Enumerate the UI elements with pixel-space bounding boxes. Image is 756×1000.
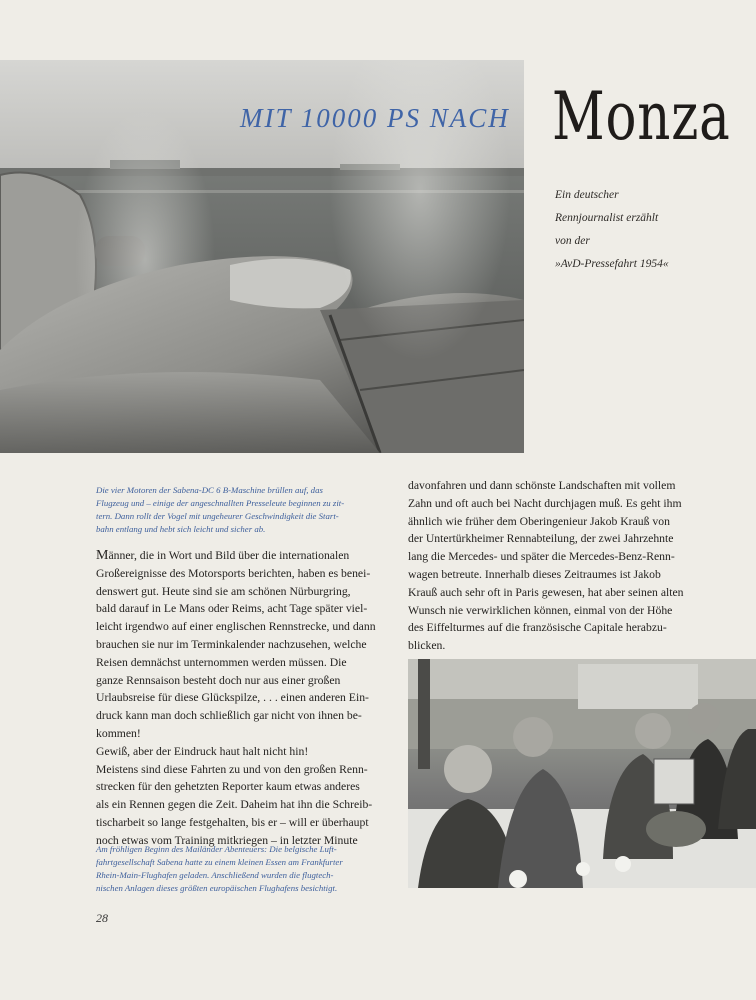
caption-line: Am fröhligen Beginn des Mailänder Abenteuers: Die belgische Luft-	[96, 844, 337, 854]
body-line: kommen!	[96, 726, 141, 740]
body-line: der Untertürkheimer Rennabteilung, der zwei Jahrzehnte	[408, 532, 674, 546]
press-dinner-illustration	[408, 659, 756, 888]
press-dinner-photo	[408, 659, 756, 888]
page-number: 28	[96, 911, 108, 925]
subtitle-line: von der	[555, 235, 590, 247]
body-line: denswert gut. Heute sind sie am schönen Nürburgring,	[96, 584, 351, 598]
body-line: brauchen sie nur im Terminkalender nachzusehen, welche	[96, 637, 367, 651]
caption-line: bahn entlang und hebt sich leicht und sicher ab.	[96, 524, 266, 534]
caption-line: tern. Dann rollt der Vogel mit ungeheurer Geschwindigkeit die Start-	[96, 511, 339, 521]
caption-line: Die vier Motoren der Sabena-DC 6 B-Maschine brüllen auf, das	[96, 485, 323, 495]
caption-line: Rhein-Main-Flughafen geladen. Anschließend wurden die flugtech-	[96, 870, 334, 880]
title-main: Monza	[552, 78, 731, 155]
body-column-left	[96, 547, 392, 850]
body-line: tischarbeit so lange festgehalten, bis er – will er überhaupt	[96, 815, 369, 829]
caption-line: Flugzeug und – einige der angeschnallten Presseleute beginnen zu zit-	[96, 498, 345, 508]
body-line: wagen betreute. Innerhalb dieses Zeitraumes ist Jakob	[408, 567, 661, 581]
subtitle-line: »AvD-Pressefahrt 1954«	[555, 258, 669, 270]
subtitle-line: Rennjournalist erzählt	[555, 212, 659, 224]
body-line: davonfahren und dann schönste Landschaften mit vollem	[408, 479, 676, 492]
caption-line: nischen Anlagen dieses größten europäischen Flughafens besichtigt.	[96, 883, 338, 893]
body-line: druck kann man doch schließlich gar nicht von ihnen be-	[96, 709, 362, 723]
body-line: Männer, die in Wort und Bild über die internationalen	[96, 548, 350, 563]
body-line: des Eiffelturmes auf die französische Capitale herabzu-	[408, 621, 667, 635]
body-line: Krauß auch sehr oft in Paris gewesen, hat aber seinen alten	[408, 585, 684, 599]
body-line: leicht irgendwo auf einer englischen Rennstrecke, und dann	[96, 620, 376, 634]
body-line: Zahn und oft auch bei Nacht durchjagen muß. Es geht ihm	[408, 496, 682, 510]
title-lead: MIT 10000 PS NACH	[240, 103, 510, 133]
body-line: ganze Rennsaison besteht doch nur aus einer großen	[96, 673, 341, 687]
body-column-right	[408, 477, 748, 655]
caption-bottom	[96, 843, 390, 895]
body-line: lang die Mercedes- und später die Mercedes-Benz-Renn-	[408, 550, 675, 564]
body-line: bald darauf in Le Mans oder Reims, acht Tage später viel-	[96, 602, 368, 616]
body-line: Gewiß, aber der Eindruck haut halt nicht hin!	[96, 744, 309, 758]
subtitle-line: Ein deutscher	[555, 189, 619, 201]
body-line: Großereignisse des Motorsports berichten, haben es benei-	[96, 566, 371, 580]
body-line: noch etwas vom Training mitkriegen – in letzter Minute	[96, 833, 358, 847]
body-line: ähnlich wie früher dem Oberingenieur Jakob Krauß von	[408, 514, 670, 528]
body-line: Urlaubsreise für diese Glückspilze, . . . einen anderen Ein-	[96, 691, 369, 705]
body-line: Meistens sind diese Fahrten zu und von den großen Renn-	[96, 762, 368, 776]
subtitle	[555, 184, 725, 276]
caption-top	[96, 484, 390, 536]
body-line: Wunsch nie verwirklichen können, einmal von der Höhe	[408, 603, 673, 617]
body-line: Reisen demnächst unternommen werden müssen. Die	[96, 655, 347, 669]
caption-line: fahrtgesellschaft Sabena hatte zu einem kleinen Essen am Frankfurter	[96, 857, 343, 867]
body-line: als ein Rennen gegen die Zeit. Daheim hat ihn die Schreib-	[96, 798, 373, 812]
body-line: blicken.	[408, 639, 446, 653]
body-line: strecken für den gehetzten Reporter kaum etwas anderes	[96, 780, 360, 794]
